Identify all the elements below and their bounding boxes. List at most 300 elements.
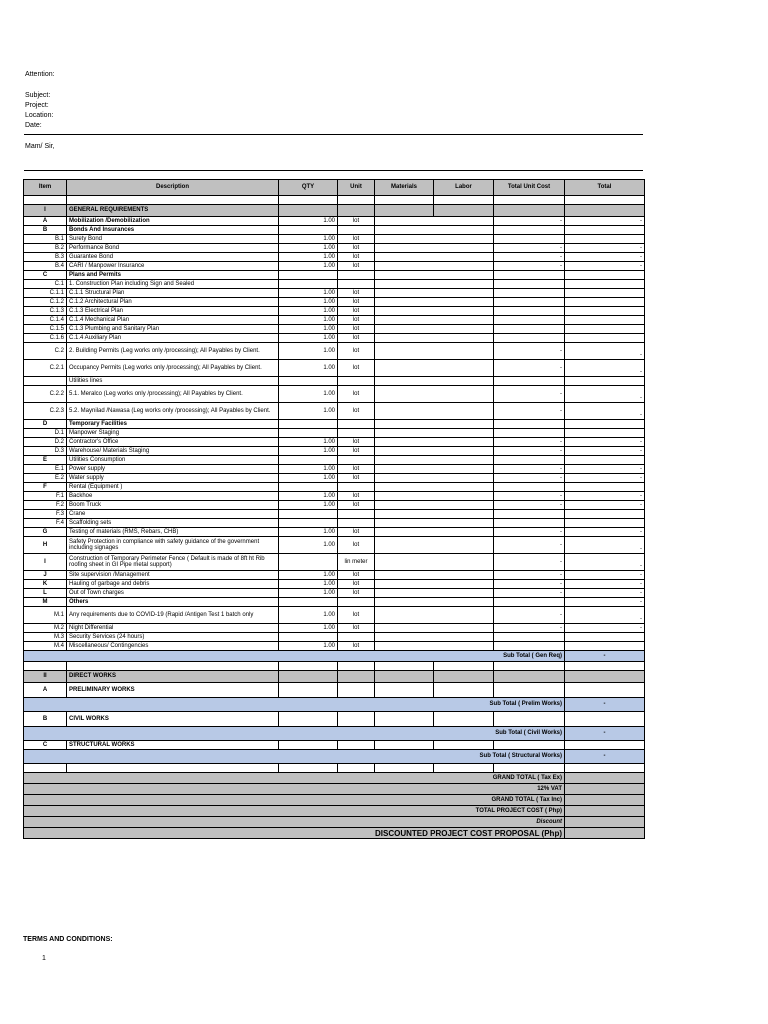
item-description: C.1.4 Auxiliary Plan bbox=[67, 334, 279, 343]
unit-cell: lot bbox=[338, 528, 375, 537]
materials-cell bbox=[375, 528, 434, 537]
qty-cell bbox=[279, 420, 338, 429]
empty-cell bbox=[338, 683, 375, 698]
col-header-qty: QTY bbox=[279, 180, 338, 196]
item-description: Contractor's Office bbox=[67, 438, 279, 447]
total-cell: - bbox=[565, 386, 645, 403]
qty-cell: 1.00 bbox=[279, 298, 338, 307]
qty-cell: 1.00 bbox=[279, 465, 338, 474]
unit-cost-cell: - bbox=[494, 589, 565, 598]
empty-cell bbox=[338, 662, 375, 671]
unit-cost-cell bbox=[494, 307, 565, 316]
line-item-row bbox=[24, 289, 645, 298]
unit-cell: lin meter bbox=[338, 554, 375, 571]
empty-cell bbox=[565, 764, 645, 773]
unit-cell: lot bbox=[338, 316, 375, 325]
unit-cell: lot bbox=[338, 537, 375, 554]
item-number: C bbox=[24, 741, 67, 750]
item-number: D.2 bbox=[24, 438, 67, 447]
summary-value bbox=[565, 795, 645, 806]
summary-label: GRAND TOTAL ( Tax Ex) bbox=[24, 773, 565, 784]
labor-cell bbox=[434, 607, 494, 624]
unit-cell bbox=[338, 456, 375, 465]
item-number: K bbox=[24, 580, 67, 589]
empty-cell bbox=[434, 683, 494, 698]
labor-cell bbox=[434, 307, 494, 316]
item-number: C.1.4 bbox=[24, 316, 67, 325]
qty-cell bbox=[279, 456, 338, 465]
unit-cell: lot bbox=[338, 235, 375, 244]
item-number: C.2.2 bbox=[24, 386, 67, 403]
labor-cell bbox=[434, 571, 494, 580]
total-cell: - bbox=[565, 447, 645, 456]
line-item-row bbox=[24, 528, 645, 537]
unit-cell: lot bbox=[338, 244, 375, 253]
line-item-row bbox=[24, 510, 645, 519]
item-description: Guarantee Bond bbox=[67, 253, 279, 262]
line-item-row bbox=[24, 554, 645, 571]
summary-row bbox=[24, 773, 645, 784]
labor-cell bbox=[434, 262, 494, 271]
salutation-divider bbox=[24, 170, 643, 171]
materials-cell bbox=[375, 360, 434, 377]
item-description: Manpower Staging bbox=[67, 429, 279, 438]
labor-cell bbox=[434, 420, 494, 429]
empty-cell bbox=[338, 741, 375, 750]
empty-cell bbox=[494, 741, 565, 750]
col-header-labor: Labor bbox=[434, 180, 494, 196]
line-item-row bbox=[24, 492, 645, 501]
unit-cell bbox=[338, 483, 375, 492]
materials-cell bbox=[375, 483, 434, 492]
empty-cell bbox=[279, 662, 338, 671]
total-cell bbox=[565, 519, 645, 528]
item-number: L bbox=[24, 589, 67, 598]
qty-cell: 1.00 bbox=[279, 289, 338, 298]
labor-cell bbox=[434, 537, 494, 554]
qty-cell bbox=[279, 483, 338, 492]
term-item-number: 1 bbox=[42, 955, 46, 962]
item-description: DIRECT WORKS bbox=[67, 671, 279, 683]
labor-cell bbox=[434, 316, 494, 325]
date-label: Date: bbox=[25, 122, 42, 129]
unit-cell: lot bbox=[338, 624, 375, 633]
labor-cell bbox=[434, 589, 494, 598]
item-description: Any requirements due to COVID-19 (Rapid /Antigen Test 1 batch only bbox=[67, 607, 279, 624]
line-item-row bbox=[24, 624, 645, 633]
empty-cell bbox=[338, 671, 375, 683]
unit-cost-cell bbox=[494, 377, 565, 386]
empty-cell bbox=[434, 196, 494, 205]
subject-label: Subject: bbox=[25, 92, 51, 99]
line-item-row bbox=[24, 307, 645, 316]
materials-cell bbox=[375, 343, 434, 360]
unit-cost-cell: - bbox=[494, 447, 565, 456]
materials-cell bbox=[375, 289, 434, 298]
item-description: C.1.1 Structural Plan bbox=[67, 289, 279, 298]
empty-cell bbox=[67, 764, 279, 773]
total-cell: - bbox=[565, 554, 645, 571]
summary-row bbox=[24, 806, 645, 817]
unit-cell: lot bbox=[338, 642, 375, 651]
total-cell: - bbox=[565, 598, 645, 607]
empty-cell bbox=[279, 741, 338, 750]
empty-cell bbox=[434, 671, 494, 683]
item-description: Temporary Facilities bbox=[67, 420, 279, 429]
unit-cost-cell bbox=[494, 289, 565, 298]
qty-cell: 1.00 bbox=[279, 253, 338, 262]
item-description: Hauling of garbage and debris bbox=[67, 580, 279, 589]
materials-cell bbox=[375, 235, 434, 244]
item-description: 2. Building Permits (Leg works only /processing); All Payables by Client. bbox=[67, 343, 279, 360]
item-number: C.1.5 bbox=[24, 325, 67, 334]
item-number: B.2 bbox=[24, 244, 67, 253]
empty-cell bbox=[494, 196, 565, 205]
empty-cell bbox=[375, 712, 434, 727]
materials-cell bbox=[375, 633, 434, 642]
line-item-row bbox=[24, 360, 645, 377]
item-description: Backhoe bbox=[67, 492, 279, 501]
summary-value bbox=[565, 806, 645, 817]
empty-cell bbox=[434, 741, 494, 750]
labor-cell bbox=[434, 580, 494, 589]
item-description: Occupancy Permits (Leg works only /processing); All Payables by Client. bbox=[67, 360, 279, 377]
unit-cost-cell: - bbox=[494, 528, 565, 537]
empty-cell bbox=[279, 712, 338, 727]
unit-cell: lot bbox=[338, 447, 375, 456]
item-description: Plans and Permits bbox=[67, 271, 279, 280]
total-cell: - bbox=[565, 589, 645, 598]
unit-cell bbox=[338, 519, 375, 528]
labor-cell bbox=[434, 633, 494, 642]
empty-cell bbox=[279, 764, 338, 773]
qty-cell: 1.00 bbox=[279, 474, 338, 483]
line-item-row bbox=[24, 438, 645, 447]
materials-cell bbox=[375, 571, 434, 580]
empty-cell bbox=[494, 683, 565, 698]
item-description: CARI / Manpower Insurance bbox=[67, 262, 279, 271]
unit-cell: lot bbox=[338, 474, 375, 483]
item-description: C.1.3 Plumbing and Sanitary Plan bbox=[67, 325, 279, 334]
total-cell bbox=[565, 334, 645, 343]
item-number: D.1 bbox=[24, 429, 67, 438]
materials-cell bbox=[375, 624, 434, 633]
section-row bbox=[24, 205, 645, 217]
summary-label: 12% VAT bbox=[24, 784, 565, 795]
item-description: GENERAL REQUIREMENTS bbox=[67, 205, 279, 217]
line-item-row bbox=[24, 253, 645, 262]
empty-cell bbox=[375, 683, 434, 698]
subtotal-label: Sub Total ( Structural Works) bbox=[24, 750, 565, 764]
qty-cell: 1.00 bbox=[279, 528, 338, 537]
item-description: Night Differential bbox=[67, 624, 279, 633]
labor-cell bbox=[434, 325, 494, 334]
summary-label: Discount bbox=[24, 817, 565, 828]
total-cell bbox=[565, 307, 645, 316]
item-description: Crane bbox=[67, 510, 279, 519]
qty-cell bbox=[279, 271, 338, 280]
spacer-row bbox=[24, 764, 645, 773]
line-item-row bbox=[24, 589, 645, 598]
total-cell bbox=[565, 289, 645, 298]
unit-cell: lot bbox=[338, 607, 375, 624]
unit-cell bbox=[338, 420, 375, 429]
subtotal-value: - bbox=[565, 651, 645, 662]
item-description: C.1.4 Mechanical Plan bbox=[67, 316, 279, 325]
item-number: A bbox=[24, 217, 67, 226]
qty-cell: 1.00 bbox=[279, 607, 338, 624]
total-cell: - bbox=[565, 403, 645, 420]
empty-cell bbox=[565, 741, 645, 750]
empty-cell bbox=[494, 205, 565, 217]
line-item-row bbox=[24, 483, 645, 492]
empty-cell bbox=[494, 712, 565, 727]
summary-row bbox=[24, 828, 645, 839]
unit-cost-cell: - bbox=[494, 554, 565, 571]
empty-cell bbox=[434, 662, 494, 671]
item-number: B bbox=[24, 712, 67, 727]
total-cell bbox=[565, 377, 645, 386]
item-number: E bbox=[24, 456, 67, 465]
empty-cell bbox=[434, 764, 494, 773]
labor-cell bbox=[434, 271, 494, 280]
line-item-row bbox=[24, 377, 645, 386]
item-number: C.2.1 bbox=[24, 360, 67, 377]
materials-cell bbox=[375, 554, 434, 571]
qty-cell bbox=[279, 429, 338, 438]
materials-cell bbox=[375, 510, 434, 519]
unit-cell bbox=[338, 377, 375, 386]
total-cell bbox=[565, 298, 645, 307]
table-body bbox=[24, 196, 645, 839]
line-item-row bbox=[24, 271, 645, 280]
labor-cell bbox=[434, 438, 494, 447]
spacer-row bbox=[24, 662, 645, 671]
total-cell bbox=[565, 316, 645, 325]
labor-cell bbox=[434, 298, 494, 307]
labor-cell bbox=[434, 429, 494, 438]
item-description: Utilities Consumption bbox=[67, 456, 279, 465]
empty-cell bbox=[565, 205, 645, 217]
table-header-row bbox=[24, 180, 645, 196]
unit-cost-cell bbox=[494, 420, 565, 429]
item-description: CIVIL WORKS bbox=[67, 712, 279, 727]
materials-cell bbox=[375, 474, 434, 483]
total-cell bbox=[565, 325, 645, 334]
qty-cell: 1.00 bbox=[279, 642, 338, 651]
unit-cell bbox=[338, 226, 375, 235]
materials-cell bbox=[375, 298, 434, 307]
subtotal-value: - bbox=[565, 727, 645, 741]
line-item-row bbox=[24, 456, 645, 465]
total-cell bbox=[565, 280, 645, 289]
qty-cell: 1.00 bbox=[279, 624, 338, 633]
unit-cell: lot bbox=[338, 580, 375, 589]
line-item-row bbox=[24, 262, 645, 271]
item-number: C.1.6 bbox=[24, 334, 67, 343]
total-cell: - bbox=[565, 501, 645, 510]
labor-cell bbox=[434, 360, 494, 377]
unit-cost-cell bbox=[494, 235, 565, 244]
bill-of-quantities-table bbox=[23, 179, 645, 839]
total-cell: - bbox=[565, 607, 645, 624]
unit-cell bbox=[338, 280, 375, 289]
line-item-row bbox=[24, 403, 645, 420]
unit-cell bbox=[338, 271, 375, 280]
col-header-description: Description bbox=[67, 180, 279, 196]
summary-value bbox=[565, 817, 645, 828]
unit-cost-cell bbox=[494, 510, 565, 519]
item-description: 1. Construction Plan including Sign and Sealed bbox=[67, 280, 279, 289]
unit-cost-cell: - bbox=[494, 386, 565, 403]
unit-cost-cell: - bbox=[494, 501, 565, 510]
item-description: C.1.2 Architectural Plan bbox=[67, 298, 279, 307]
item-number: I bbox=[24, 554, 67, 571]
line-item-row bbox=[24, 633, 645, 642]
unit-cell: lot bbox=[338, 386, 375, 403]
total-cell: - bbox=[565, 571, 645, 580]
summary-label: TOTAL PROJECT COST ( Php) bbox=[24, 806, 565, 817]
total-cell: - bbox=[565, 343, 645, 360]
line-item-row bbox=[24, 217, 645, 226]
item-number: E.1 bbox=[24, 465, 67, 474]
line-item-row bbox=[24, 280, 645, 289]
item-description: Boom Truck bbox=[67, 501, 279, 510]
materials-cell bbox=[375, 580, 434, 589]
qty-cell bbox=[279, 226, 338, 235]
line-item-row bbox=[24, 386, 645, 403]
item-description: PRELIMINARY WORKS bbox=[67, 683, 279, 698]
summary-value bbox=[565, 784, 645, 795]
total-cell: - bbox=[565, 474, 645, 483]
location-label: Location: bbox=[25, 112, 54, 119]
labor-cell bbox=[434, 447, 494, 456]
unit-cell: lot bbox=[338, 325, 375, 334]
labor-cell bbox=[434, 343, 494, 360]
unit-cost-cell: - bbox=[494, 262, 565, 271]
labor-cell bbox=[434, 510, 494, 519]
total-cell bbox=[565, 633, 645, 642]
section-row bbox=[24, 671, 645, 683]
materials-cell bbox=[375, 226, 434, 235]
unit-cost-cell: - bbox=[494, 253, 565, 262]
unit-cell: lot bbox=[338, 438, 375, 447]
labor-cell bbox=[434, 483, 494, 492]
qty-cell: 1.00 bbox=[279, 217, 338, 226]
line-item-row bbox=[24, 343, 645, 360]
labor-cell bbox=[434, 226, 494, 235]
materials-cell bbox=[375, 377, 434, 386]
unit-cost-cell: - bbox=[494, 537, 565, 554]
unit-cell: lot bbox=[338, 589, 375, 598]
spacer-row bbox=[24, 196, 645, 205]
unit-cost-cell bbox=[494, 316, 565, 325]
unit-cost-cell bbox=[494, 334, 565, 343]
qty-cell: 1.00 bbox=[279, 307, 338, 316]
total-cell: - bbox=[565, 253, 645, 262]
empty-cell bbox=[24, 662, 67, 671]
unit-cost-cell: - bbox=[494, 403, 565, 420]
terms-heading: TERMS AND CONDITIONS: bbox=[23, 936, 113, 943]
item-description: Utilities lines bbox=[67, 377, 279, 386]
item-number: M.1 bbox=[24, 607, 67, 624]
qty-cell bbox=[279, 280, 338, 289]
attention-label: Attention: bbox=[25, 71, 55, 78]
empty-cell bbox=[279, 205, 338, 217]
item-number: C.1 bbox=[24, 280, 67, 289]
unit-cost-cell: - bbox=[494, 580, 565, 589]
total-cell bbox=[565, 235, 645, 244]
qty-cell: 1.00 bbox=[279, 360, 338, 377]
subtotal-label: Sub Total ( Gen Req) bbox=[24, 651, 565, 662]
materials-cell bbox=[375, 642, 434, 651]
item-description: Safety Protection in compliance with safety guidance of the government including signages bbox=[67, 537, 279, 554]
labor-cell bbox=[434, 528, 494, 537]
total-cell: - bbox=[565, 465, 645, 474]
materials-cell bbox=[375, 316, 434, 325]
materials-cell bbox=[375, 217, 434, 226]
unit-cell: lot bbox=[338, 360, 375, 377]
item-number: C bbox=[24, 271, 67, 280]
labor-cell bbox=[434, 244, 494, 253]
item-number: I bbox=[24, 205, 67, 217]
total-cell: - bbox=[565, 244, 645, 253]
item-description: Out of Town charges bbox=[67, 589, 279, 598]
materials-cell bbox=[375, 271, 434, 280]
total-cell bbox=[565, 456, 645, 465]
line-item-row bbox=[24, 420, 645, 429]
total-cell bbox=[565, 510, 645, 519]
qty-cell: 1.00 bbox=[279, 403, 338, 420]
empty-cell bbox=[24, 196, 67, 205]
unit-cost-cell bbox=[494, 226, 565, 235]
qty-cell: 1.00 bbox=[279, 386, 338, 403]
unit-cell: lot bbox=[338, 334, 375, 343]
labor-cell bbox=[434, 289, 494, 298]
summary-value bbox=[565, 773, 645, 784]
empty-cell bbox=[338, 205, 375, 217]
materials-cell bbox=[375, 403, 434, 420]
item-number: C.2.3 bbox=[24, 403, 67, 420]
unit-cost-cell: - bbox=[494, 465, 565, 474]
item-description: C.1.3 Electrical Plan bbox=[67, 307, 279, 316]
subtotal-label: Sub Total ( Civil Works) bbox=[24, 727, 565, 741]
item-number: C.2 bbox=[24, 343, 67, 360]
empty-cell bbox=[494, 671, 565, 683]
qty-cell: 1.00 bbox=[279, 589, 338, 598]
empty-cell bbox=[434, 712, 494, 727]
labor-cell bbox=[434, 519, 494, 528]
salutation: Mam/ Sir, bbox=[25, 143, 55, 150]
materials-cell bbox=[375, 519, 434, 528]
item-number: C.1.1 bbox=[24, 289, 67, 298]
item-number: F.2 bbox=[24, 501, 67, 510]
line-item-row bbox=[24, 429, 645, 438]
item-description: Rental (Equipment ) bbox=[67, 483, 279, 492]
unit-cost-cell bbox=[494, 271, 565, 280]
summary-row bbox=[24, 817, 645, 828]
materials-cell bbox=[375, 280, 434, 289]
empty-cell bbox=[434, 205, 494, 217]
empty-cell bbox=[565, 671, 645, 683]
line-item-row bbox=[24, 226, 645, 235]
unit-cost-cell: - bbox=[494, 571, 565, 580]
item-number: G bbox=[24, 528, 67, 537]
item-number: E.2 bbox=[24, 474, 67, 483]
qty-cell bbox=[279, 554, 338, 571]
line-item-row bbox=[24, 325, 645, 334]
summary-row bbox=[24, 784, 645, 795]
